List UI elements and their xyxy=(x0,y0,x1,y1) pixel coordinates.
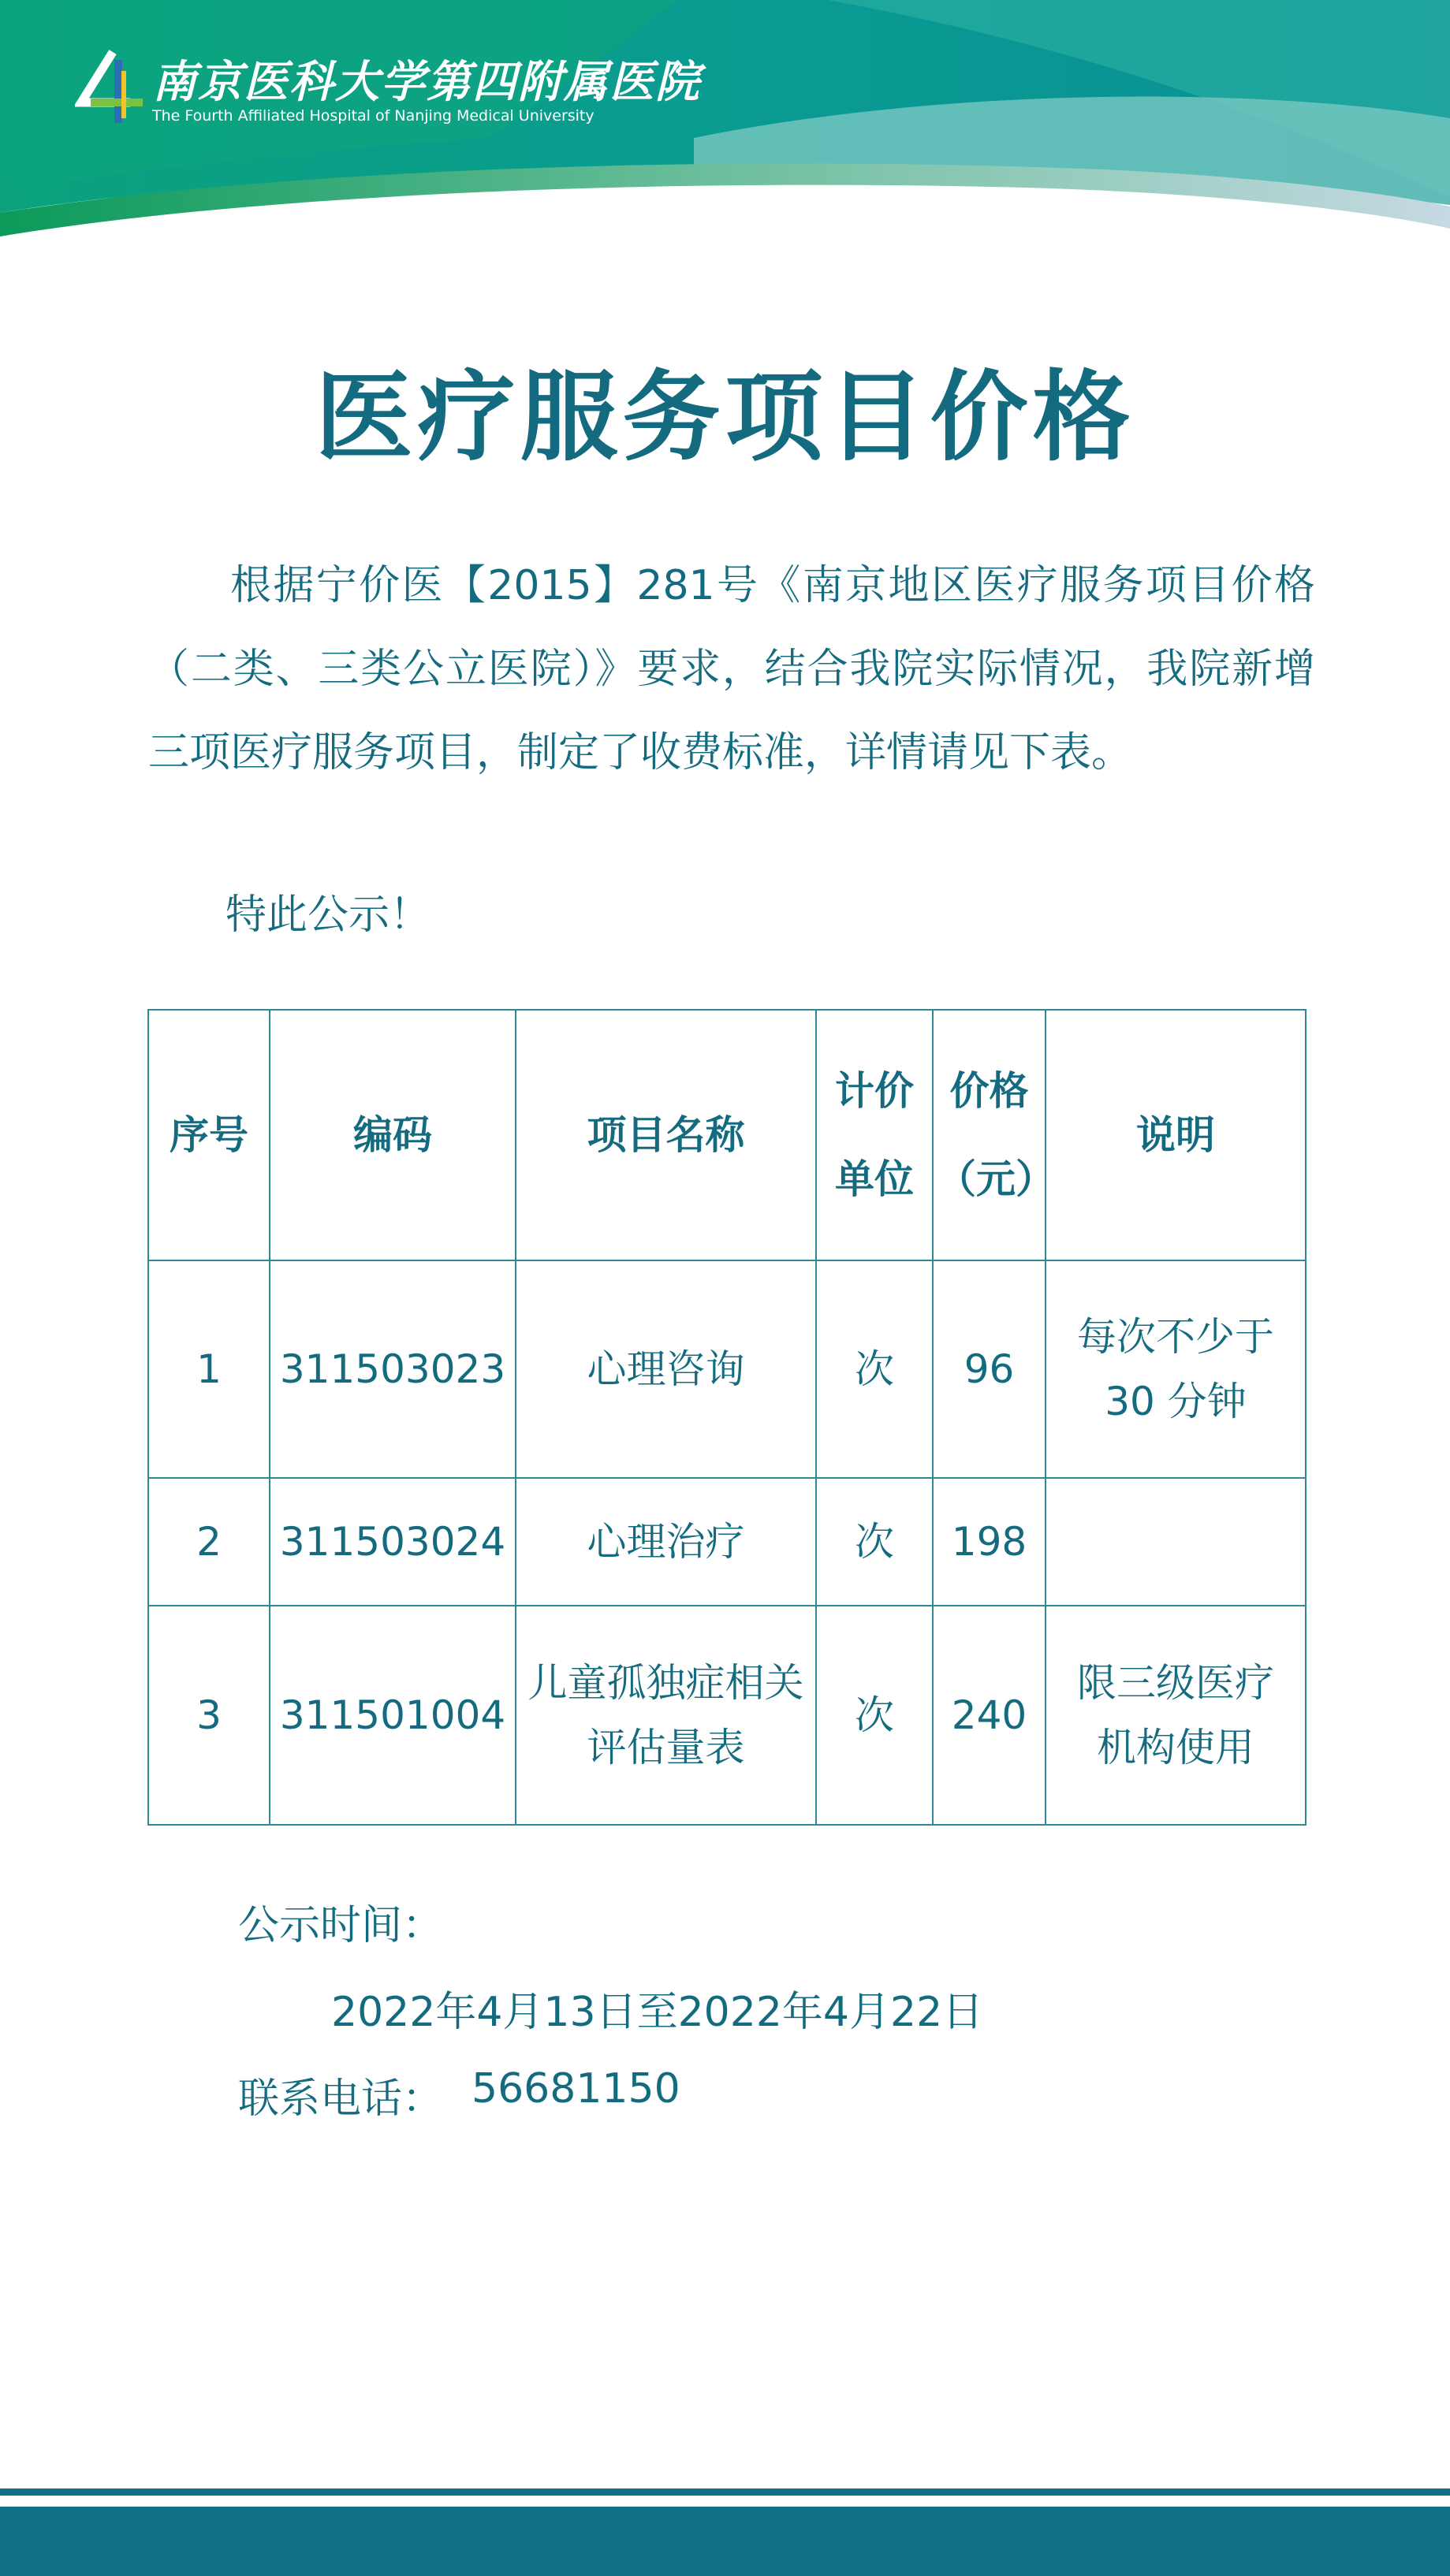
cell-name-line1: 心理咨询 xyxy=(587,1346,745,1392)
header-price-line1: 价格 xyxy=(949,1068,1029,1114)
page-title: 医疗服务项目价格 xyxy=(315,361,1135,475)
cell-name-line1: 儿童孤独症相关 xyxy=(527,1660,804,1706)
header-seq: 序号 xyxy=(148,1010,270,1260)
cell-name-line2: 评估量表 xyxy=(587,1725,745,1770)
price-table xyxy=(147,1009,1306,1826)
cell-note xyxy=(1046,1606,1306,1825)
intro-paragraph: 根据宁价医【2015】281号《南京地区医疗服务项目价格（二类、三类公立医院）》要求，结合我院实际情况，我院新增三项医疗服务项目，制定了收费标准，详情请见下表。 xyxy=(148,562,1315,776)
header-unit-line1: 计价 xyxy=(835,1068,914,1114)
cell-unit: 次 xyxy=(816,1606,933,1825)
header-price-line2: （元） xyxy=(937,1156,1055,1202)
cell-price: 198 xyxy=(933,1478,1046,1606)
header-price xyxy=(933,1010,1055,1260)
header-banner xyxy=(0,0,1450,268)
cell-note xyxy=(1046,1260,1306,1478)
cell-name xyxy=(516,1478,816,1606)
header-unit xyxy=(816,1010,933,1260)
cell-name xyxy=(516,1606,816,1825)
phone-value: 56681150 xyxy=(472,2065,680,2113)
header-code: 编码 xyxy=(270,1010,516,1260)
cell-seq: 1 xyxy=(148,1260,270,1478)
period-label: 公示时间： xyxy=(238,1902,444,1949)
cell-unit: 次 xyxy=(816,1260,933,1478)
cell-note-line1: 每次不少于 xyxy=(1077,1314,1274,1360)
cell-seq: 3 xyxy=(148,1606,270,1825)
table-header-row xyxy=(148,1010,1306,1260)
hospital-logo xyxy=(75,47,701,134)
cell-code: 311501004 xyxy=(270,1606,516,1825)
cell-code: 311503023 xyxy=(270,1260,516,1478)
cell-note-line2: 30 分钟 xyxy=(1105,1379,1247,1424)
phone-label: 联系电话： xyxy=(238,2075,444,2123)
cell-code: 311503024 xyxy=(270,1478,516,1606)
hospital-logo-4-icon xyxy=(75,47,146,126)
notice-text: 特此公示！ xyxy=(226,892,431,939)
period-value: 2022年4月13日至2022年4月22日 xyxy=(331,1989,984,2036)
bottom-band xyxy=(0,2489,1450,2576)
cell-name xyxy=(516,1260,816,1478)
table-row xyxy=(148,1260,1306,1478)
header-unit-line2: 单位 xyxy=(835,1156,914,1202)
table-row xyxy=(148,1606,1306,1825)
hospital-name-cn: 南京医科大学第四附属医院 xyxy=(152,56,701,108)
cell-note xyxy=(1046,1478,1306,1606)
cell-price: 240 xyxy=(933,1606,1046,1825)
header-name: 项目名称 xyxy=(516,1010,816,1260)
cell-unit: 次 xyxy=(816,1478,933,1606)
hospital-name-en: The Fourth Affiliated Hospital of Nanjing Medical University xyxy=(152,107,595,125)
header-note: 说明 xyxy=(1046,1010,1306,1260)
cell-note-line1: 限三级医疗 xyxy=(1077,1660,1274,1706)
cell-price: 96 xyxy=(933,1260,1046,1478)
cell-note-line2: 机构使用 xyxy=(1097,1725,1254,1770)
cell-seq: 2 xyxy=(148,1478,270,1606)
cell-name-line1: 心理治疗 xyxy=(587,1519,745,1565)
table-row xyxy=(148,1478,1306,1606)
header-background xyxy=(0,0,1450,268)
